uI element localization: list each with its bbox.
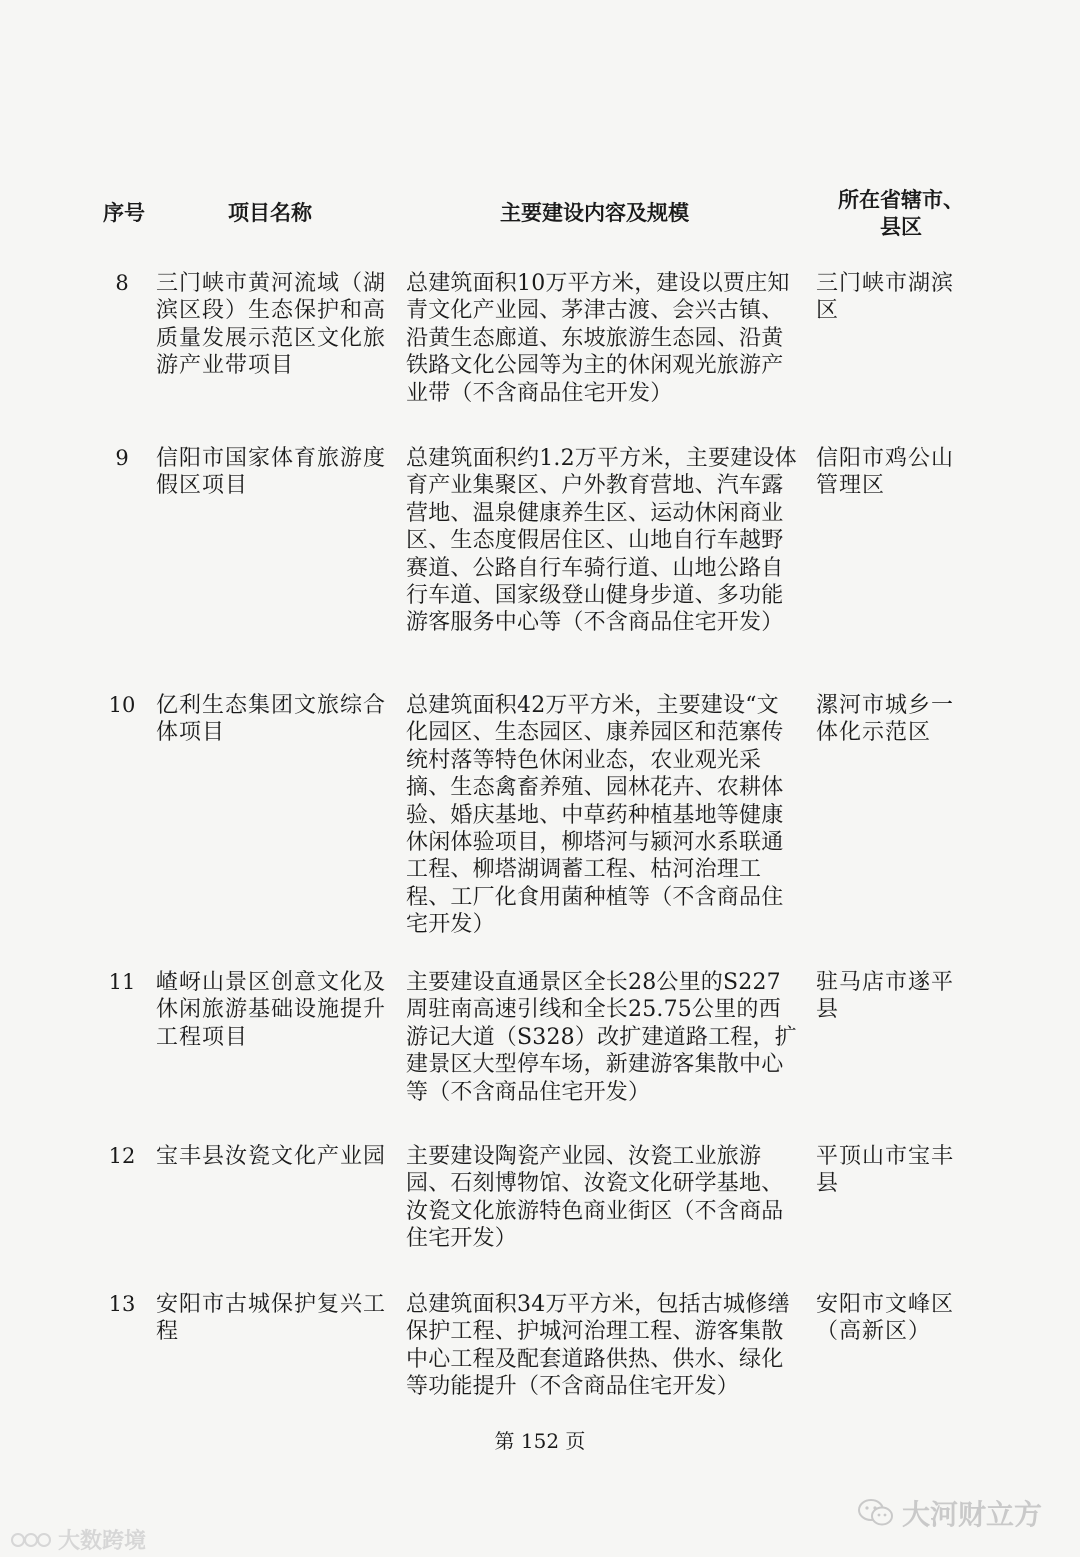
row-name: 宝丰县汝瓷文化产业园 [156,1144,387,1169]
row-location: 信阳市鸡公山管理区 [816,446,955,499]
watermark-right [858,1493,1042,1533]
row-name: 嵖岈山景区创意文化及休闲旅游基础设施提升工程项目 [156,970,387,1050]
row-name: 信阳市国家体育旅游度假区项目 [156,446,387,499]
row-seq: 12 [108,1144,136,1168]
row-seq: 9 [115,446,129,470]
row-content: 主要建设直通景区全长28公里的S227周驻南高速引线和全长25.75公里的西游记大道（S328）改扩建道路工程，扩建景区大型停车场，新建游客集散中心等（不含商品住宅开发） [406,970,797,1105]
wechat-icon [858,1498,894,1528]
row-content: 主要建设陶瓷产业园、汝瓷工业旅游园、石刻博物馆、汝瓷文化研学基地、汝瓷文化旅游特色商业街区（不含商品住宅开发） [406,1144,784,1252]
row-name: 亿利生态集团文旅综合体项目 [156,693,387,746]
row-seq: 11 [108,970,136,994]
watermark-right-text: 大河财立方 [901,1498,1042,1531]
row-location: 三门峡市湖滨区 [816,271,955,324]
row-name: 三门峡市黄河流域（湖滨区段）生态保护和高质量发展示范区文化旅游产业带项目 [156,271,387,379]
row-seq: 8 [115,271,129,295]
brand-logo-icon [10,1527,52,1553]
row-seq: 10 [108,693,136,717]
header-location [836,187,966,241]
watermark-left-text: 大数跨境 [58,1529,147,1554]
header-location-line1: 所在省辖市、 [838,188,964,212]
row-location: 漯河市城乡一体化示范区 [816,693,955,746]
row-content: 总建筑面积34万平方米，包括古城修缮保护工程、护城河治理工程、游客集散中心工程及配套道路供热、供水、绿化等功能提升（不含商品住宅开发） [406,1292,790,1400]
row-seq: 13 [108,1292,136,1316]
watermark-left [10,1524,146,1555]
row-location: 安阳市文峰区（高新区） [816,1292,955,1345]
row-location: 平顶山市宝丰县 [816,1144,955,1197]
page-number: 第 152 页 [494,1429,586,1453]
header-content: 主要建设内容及规模 [500,201,689,225]
header-seq: 序号 [103,201,145,225]
row-content: 总建筑面积约1.2万平方米，主要建设体育产业集聚区、户外教育营地、汽车露营地、温泉健康养生区、运动休闲商业区、生态度假居住区、山地自行车越野赛道、公路自行车骑行道、山地公路自行车道、国家级登山健身步道、多功能游客服务中心等（不含商品住宅开发） [406,446,797,636]
row-location: 驻马店市遂平县 [816,970,955,1023]
row-content: 总建筑面积10万平方米，建设以贾庄知青文化产业园、茅津古渡、会兴古镇、沿黄生态廊道、东坡旅游生态园、沿黄铁路文化公园等为主的休闲观光旅游产业带（不含商品住宅开发） [406,271,790,406]
row-name: 安阳市古城保护复兴工程 [156,1292,387,1345]
header-name: 项目名称 [228,201,312,225]
header-location-line2: 县区 [880,215,922,239]
row-content: 总建筑面积42万平方米，主要建设“文化园区、生态园区、康养园区和范寨传统村落等特色休闲业态，农业观光采摘、生态禽畜养殖、园林花卉、农耕体验、婚庆基地、中草药种植基地等健康休闲体验项目，柳塔河与颍河水系联通工程、柳塔湖调蓄工程、枯河治理工程、工厂化食用菌种植等（不含商品住宅开发） [406,693,784,938]
